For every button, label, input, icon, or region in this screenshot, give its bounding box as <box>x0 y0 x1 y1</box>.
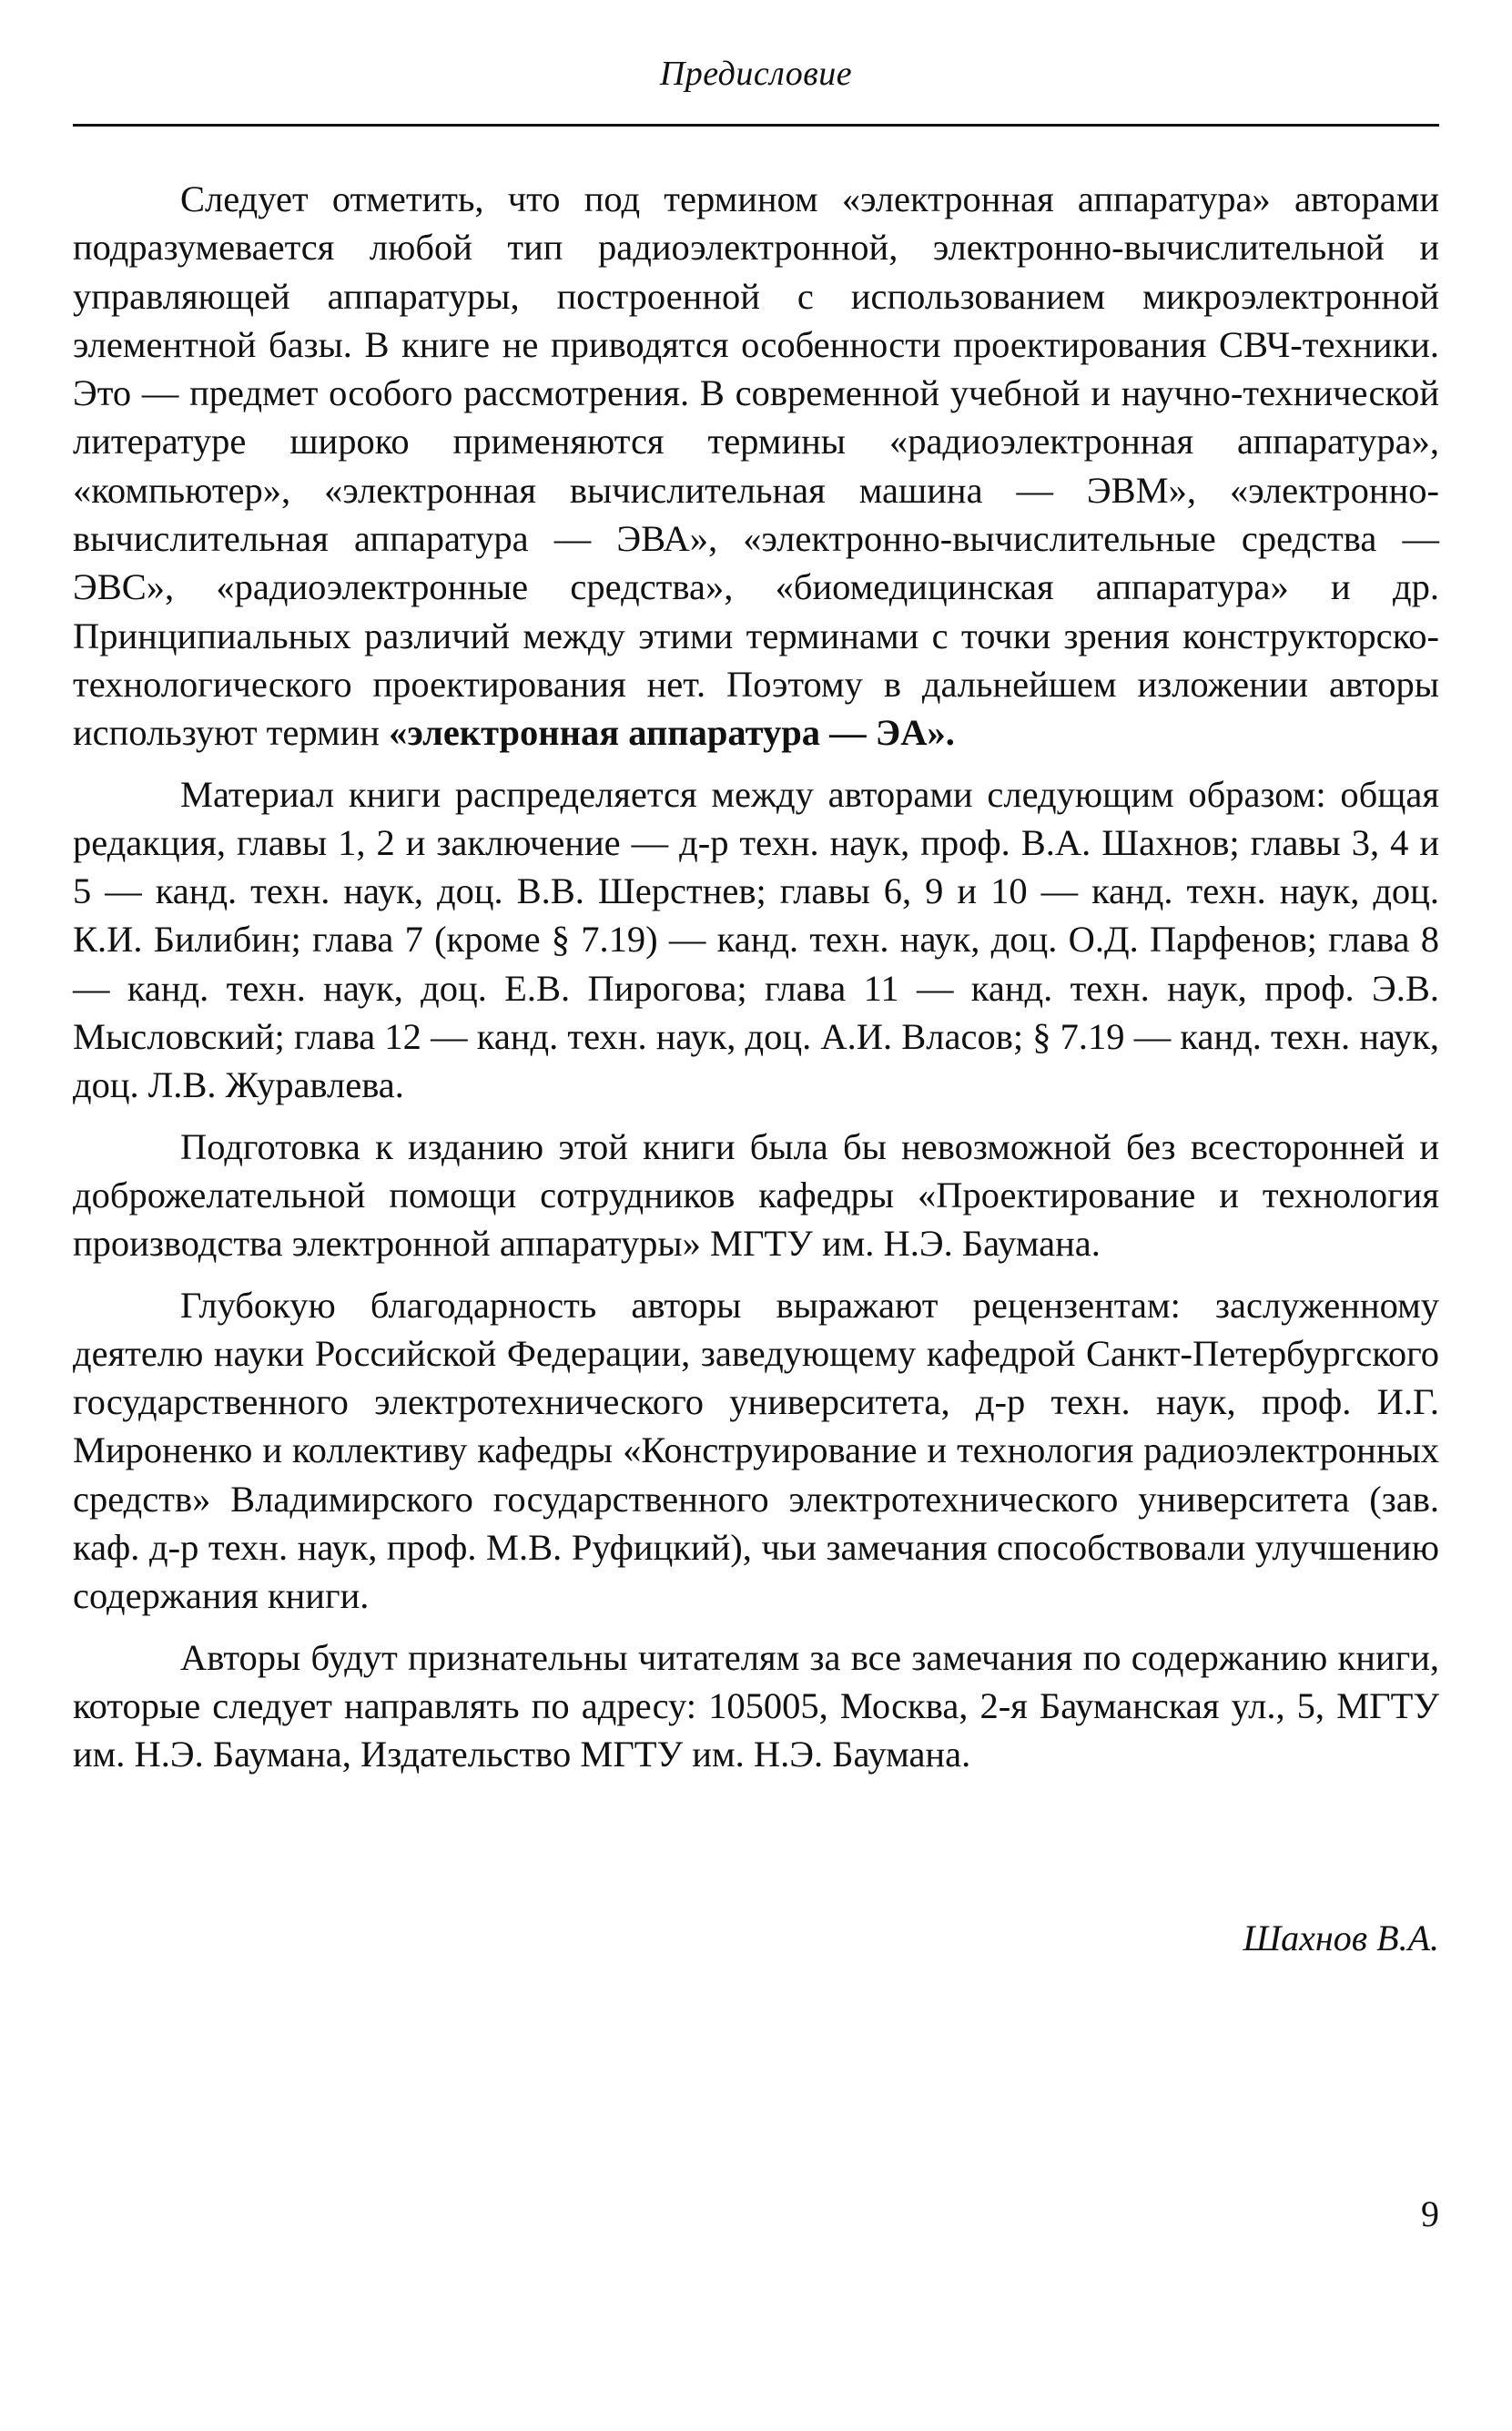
paragraph-text: Подготовка к изданию этой книги была бы невозможной без всесторонней и доброжелательной помощи сотрудников кафедры «Проектирование и технология производства электронной аппаратуры» МГТУ им. Н.Э. Баумана. <box>73 1125 1439 1265</box>
preface-body <box>73 175 1439 1792</box>
running-header-title: Предисловие <box>659 55 853 93</box>
paragraph-text: Глубокую благодарность авторы выражают рецензентам: заслуженному деятелю науки Российской Федерации, заведующему кафедрой Санкт-Петербургского государственного электротехнического университета, д-р техн. наук, проф. И.Г. Мироненко и коллективу кафедры «Конструирование и технология радиоэлектронных средств» Владимирского государственного электротехнического университета (зав. каф. д-р техн. наук, проф. М.В. Руфицкий), чьи замечания способствовали улучшению содержания книги. <box>73 1284 1439 1617</box>
paragraph-authors <box>73 770 1439 1110</box>
paragraph-text: Следует отметить, что под термином «электронная аппаратура» авторами подразумевается любой тип радиоэлектронной, электронно-вычислительной и управляющей аппаратуры, построенной с использованием микроэлектронной элементной базы. В книге не приводятся особенности проектирования СВЧ-техники. Это — предмет особого рассмотрения. В современной учебной и научно-технической литературе широко применяются термины «радиоэлектронная аппаратура», «компьютер», «электронная вычислительная машина — ЭВМ», «электронно-вычислительная аппаратура — ЭВА», «электронно-вычислительные средства — ЭВС», «радиоэлектронные средства», «биомедицинская аппаратура» и др. Принципиальных различий между этими терминами с точки зрения конструкторско-технологического проектирования нет. Поэтому в дальнейшем изложении авторы используют термин <box>73 178 1439 754</box>
page-number: 9 <box>1421 2193 1439 2234</box>
paragraph-bold-term: «электронная аппаратура — ЭА». <box>389 712 955 754</box>
author-signature: Шахнов В.А. <box>1243 1917 1439 1958</box>
paragraph-acknowledgement-reviewers <box>73 1281 1439 1621</box>
paragraph-text: Материал книги распределяется между авторами следующим образом: общая редакция, главы 1, 2 и заключение — д-р техн. наук, проф. В.А. Шахнов; главы 3, 4 и 5 — канд. техн. наук, доц. В.В. Шерстнев; главы 6, 9 и 10 — канд. техн. наук, доц. К.И. Билибин; глава 7 (кроме § 7.19) — канд. техн. наук, доц. О.Д. Парфенов; глава 8 — канд. техн. наук, доц. Е.В. Пирогова; глава 11 — канд. техн. наук, проф. Э.В. Мысловский; глава 12 — канд. техн. наук, доц. А.И. Власов; § 7.19 — канд. техн. наук, доц. Л.В. Журавлева. <box>73 773 1439 1106</box>
paragraph-acknowledgement-department <box>73 1123 1439 1268</box>
paragraph-feedback-address <box>73 1633 1439 1779</box>
paragraph-terminology <box>73 175 1439 758</box>
header-divider <box>73 124 1439 127</box>
paragraph-text: Авторы будут признательны читателям за все замечания по содержанию книги, которые следует направлять по адресу: 105005, Москва, 2-я Бауманская ул., 5, МГТУ им. Н.Э. Баумана, Издательство МГТУ им. Н.Э. Баумана. <box>73 1636 1439 1775</box>
